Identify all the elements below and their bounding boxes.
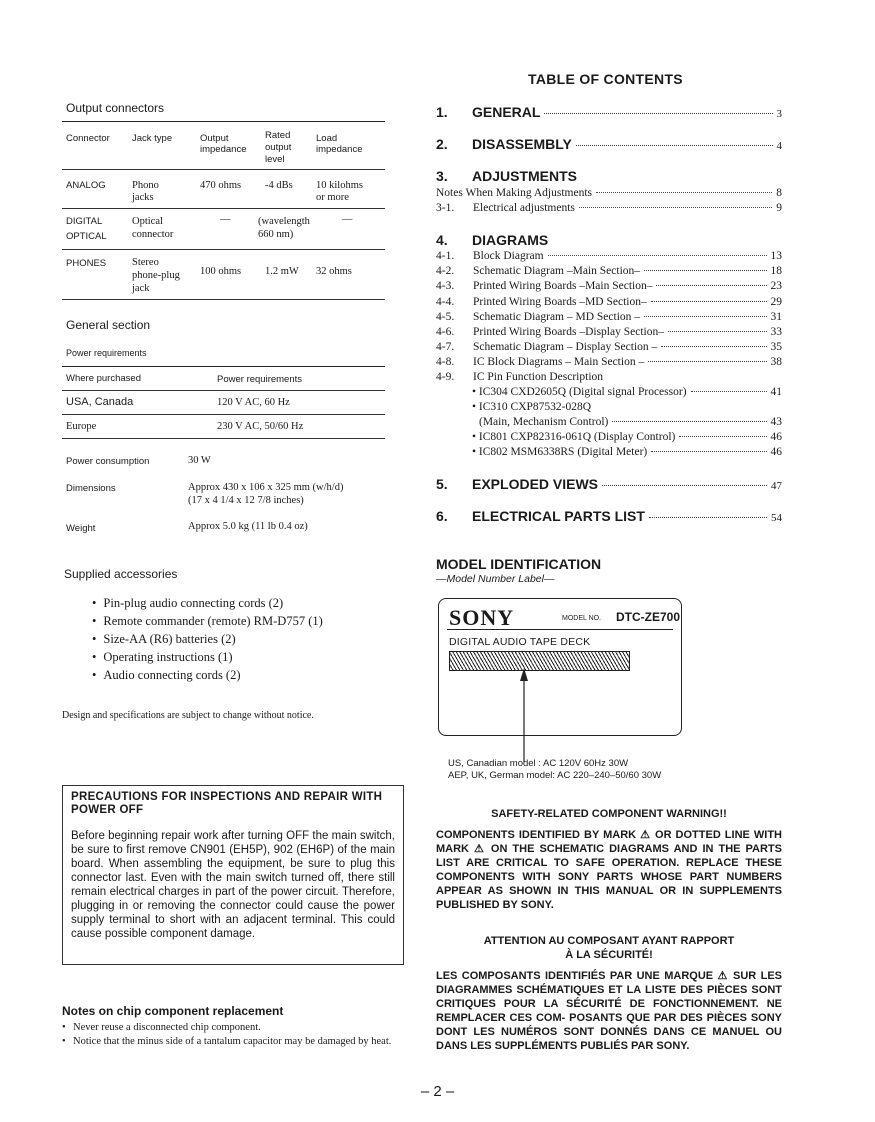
rated-digital-1: (wavelength bbox=[258, 216, 310, 227]
header-load-1: Load bbox=[316, 133, 338, 144]
toc-ic-item[interactable]: • IC310 CXP87532-028Q bbox=[472, 401, 592, 413]
output-connectors-title: Output connectors bbox=[66, 101, 165, 115]
dimensions-value-2: (17 x 4 1/4 x 12 7/8 inches) bbox=[188, 495, 304, 506]
jack-phones-2: phone-plug bbox=[132, 270, 180, 281]
jack-analog-1: Phono bbox=[132, 180, 159, 191]
load-digital: — bbox=[342, 214, 353, 225]
toc-item[interactable]: Notes When Making Adjustments 8 bbox=[436, 187, 782, 199]
toc-item[interactable]: 4-5. Schematic Diagram – MD Section – 31 bbox=[436, 311, 782, 323]
toc-item[interactable]: 3-1. Electrical adjustments 9 bbox=[436, 202, 782, 214]
load-phones: 32 ohms bbox=[316, 266, 352, 277]
accessories-title: Supplied accessories bbox=[64, 567, 178, 581]
model-no-value: DTC-ZE700 bbox=[616, 610, 681, 624]
toc-item[interactable]: 4-4. Printed Wiring Boards –MD Section– 29 bbox=[436, 296, 782, 308]
precautions-box bbox=[62, 785, 404, 965]
header-rated-3: level bbox=[265, 154, 285, 165]
row-rule bbox=[62, 299, 385, 300]
connector-digital-1: DIGITAL bbox=[66, 216, 103, 227]
header-rule bbox=[62, 169, 385, 170]
connector-analog: ANALOG bbox=[66, 180, 106, 191]
header-connector: Connector bbox=[66, 133, 110, 144]
list-item: • Never reuse a disconnected chip component. bbox=[62, 1022, 261, 1033]
list-item: • Notice that the minus side of a tantalum capacitor may be damaged by heat. bbox=[62, 1036, 392, 1047]
header-output-impedance-1: Output bbox=[200, 133, 229, 144]
precautions-title: PRECAUTIONS FOR INSPECTIONS AND REPAIR WITH POWER OFF bbox=[71, 791, 383, 816]
label-divider bbox=[447, 629, 673, 630]
toc-item[interactable]: 4-2. Schematic Diagram –Main Section– 18 bbox=[436, 265, 782, 277]
page-number: – 2 – bbox=[420, 1083, 455, 1100]
where-usa: USA, Canada bbox=[66, 396, 134, 408]
rated-analog: -4 dBs bbox=[265, 180, 293, 191]
spec-aep: AEP, UK, German model: AC 220–240–50/60 30W bbox=[448, 770, 662, 781]
toc-adjustments[interactable]: 3. ADJUSTMENTS bbox=[436, 168, 578, 184]
sony-logo: SONY bbox=[449, 605, 515, 630]
safety-title: SAFETY-RELATED COMPONENT WARNING!! bbox=[491, 808, 727, 820]
jack-phones-3: jack bbox=[132, 283, 150, 294]
toc-electrical-parts-list[interactable]: 6. ELECTRICAL PARTS LIST 54 bbox=[436, 508, 782, 524]
weight-value: Approx 5.0 kg (11 lb 0.4 oz) bbox=[188, 521, 308, 532]
toc-item[interactable]: 4-9. IC Pin Function Description bbox=[436, 371, 604, 383]
outimp-analog: 470 ohms bbox=[200, 180, 242, 191]
weight-label: Weight bbox=[66, 523, 96, 534]
toc-ic-item[interactable]: • IC802 MSM6338RS (Digital Meter) 46 bbox=[472, 446, 782, 458]
jack-analog-2: jacks bbox=[132, 192, 154, 203]
header-rated-1: Rated bbox=[265, 130, 291, 141]
toc-diagrams[interactable]: 4. DIAGRAMS bbox=[436, 232, 549, 248]
outimp-phones: 100 ohms bbox=[200, 266, 242, 277]
power-header-rule bbox=[62, 390, 385, 391]
power-row-rule bbox=[62, 438, 385, 439]
rated-digital-2: 660 nm) bbox=[258, 229, 294, 240]
toc-item[interactable]: 4-1. Block Diagram 13 bbox=[436, 250, 782, 262]
power-europe: 230 V AC, 50/60 Hz bbox=[217, 421, 304, 432]
header-jack-type: Jack type bbox=[132, 133, 173, 144]
toc-exploded-views[interactable]: 5. EXPLODED VIEWS 47 bbox=[436, 476, 782, 492]
rated-phones: 1.2 mW bbox=[265, 266, 299, 277]
jack-digital-1: Optical bbox=[132, 216, 163, 227]
outimp-digital: — bbox=[220, 214, 231, 225]
power-row-rule bbox=[62, 414, 385, 415]
row-rule bbox=[62, 249, 385, 250]
jack-phones-1: Stereo bbox=[132, 257, 159, 268]
row-rule bbox=[62, 208, 385, 209]
consumption-value: 30 W bbox=[188, 455, 211, 466]
spec-notice: Design and specifications are subject to change without notice. bbox=[62, 710, 314, 721]
list-item: • Operating instructions (1) bbox=[92, 648, 323, 666]
toc-ic-item[interactable]: • IC801 CXP82316-061Q (Display Control) 46 bbox=[472, 431, 782, 443]
power-table-top-rule bbox=[62, 366, 385, 367]
toc-item[interactable]: 4-8. IC Block Diagrams – Main Section – 38 bbox=[436, 356, 782, 368]
safety-body: COMPONENTS IDENTIFIED BY MARK ⚠ OR DOTTED LINE WITH MARK ⚠ ON THE SCHEMATIC DIAGRAMS AND IN THE PARTS LIST ARE CRITICAL TO SAFE OPERATION. REPLACE THESE COMPONENTS WITH SONY PARTS WHOSE PART NUMBERS APPEAR AS SHOWN IN THIS MANUAL OR IN SUPPLEMENTS PUBLISHED BY SONY. bbox=[436, 829, 782, 911]
toc-item[interactable]: 4-3. Printed Wiring Boards –Main Section– 23 bbox=[436, 280, 782, 292]
spec-us: US, Canadian model : AC 120V 60Hz 30W bbox=[448, 758, 629, 769]
chip-notes-list bbox=[62, 1021, 412, 1049]
list-item: • Size-AA (R6) batteries (2) bbox=[92, 630, 323, 648]
where-europe: Europe bbox=[66, 421, 97, 432]
model-id-title: MODEL IDENTIFICATION bbox=[436, 556, 602, 572]
jack-digital-2: connector bbox=[132, 229, 174, 240]
header-output-impedance-2: impedance bbox=[200, 144, 247, 155]
model-number-label bbox=[438, 598, 682, 736]
product-name: DIGITAL AUDIO TAPE DECK bbox=[449, 636, 591, 648]
where-purchased-header: Where purchased bbox=[66, 373, 141, 384]
fr-body: LES COMPOSANTS IDENTIFIÉS PAR UNE MARQUE ⚠ SUR LES DIAGRAMMES SCHÉMATIQUES ET LA LISTE DES PIÈCES SONT CRITIQUES POUR LA SÉCURITÉ DE FONCTIONNEMENT. NE REMPLACER CES COM- POSANTS QUE PAR DES PIÈCES SONY DONT LES NUMÉROS SONT DONNÉS DANS CE MANUEL OU DANS LES SUPPLÉMENTS PUBLIÉS PAR SONY. bbox=[436, 970, 782, 1052]
dimensions-label: Dimensions bbox=[66, 483, 116, 494]
power-req-header: Power requirements bbox=[217, 374, 303, 385]
chip-notes-title: Notes on chip component replacement bbox=[62, 1004, 284, 1018]
model-id-subtitle: —Model Number Label— bbox=[436, 573, 555, 585]
table-top-rule bbox=[62, 121, 385, 122]
toc-ic-item[interactable]: (Main, Mechanism Control) 43 bbox=[479, 416, 782, 428]
toc-ic-item[interactable]: • IC304 CXD2605Q (Digital signal Processor) 41 bbox=[472, 386, 782, 398]
accessories-list bbox=[92, 594, 323, 684]
power-usa: 120 V AC, 60 Hz bbox=[217, 397, 290, 408]
toc-disassembly[interactable]: 2. DISASSEMBLY 4 bbox=[436, 136, 782, 152]
consumption-label: Power consumption bbox=[66, 456, 150, 467]
toc-title: TABLE OF CONTENTS bbox=[528, 71, 683, 87]
power-req-label: Power requirements bbox=[66, 348, 147, 358]
serial-hatch-area bbox=[449, 651, 630, 671]
precautions-body: Before beginning repair work after turning OFF the main switch, be sure to first remove CN901 (EH5P), 902 (EH6P) of the main board. When assembling the equipment, be sure to plug this connector last. Even with the main switch turned off, there still remain electrical charges in part of the power circuit. Therefore, plugging in or removing the connector could cause the power supply terminal to short with an adjacent terminal. This could cause possible component damage. bbox=[71, 830, 395, 940]
fr-title-2: À LA SÉCURITÉ! bbox=[565, 949, 653, 961]
toc-item[interactable]: 4-6. Printed Wiring Boards –Display Section– 33 bbox=[436, 326, 782, 338]
list-item: • Pin-plug audio connecting cords (2) bbox=[92, 594, 323, 612]
toc-general[interactable]: 1. GENERAL 3 bbox=[436, 104, 782, 120]
general-section-title: General section bbox=[66, 318, 151, 332]
connector-phones: PHONES bbox=[66, 258, 107, 269]
load-analog-2: or more bbox=[316, 192, 349, 203]
fr-title-1: ATTENTION AU COMPOSANT AYANT RAPPORT bbox=[483, 935, 735, 947]
connector-digital-2: OPTICAL bbox=[66, 231, 107, 242]
toc-item[interactable]: 4-7. Schematic Diagram – Display Section – 35 bbox=[436, 341, 782, 353]
list-item: • Remote commander (remote) RM-D757 (1) bbox=[92, 612, 323, 630]
arrow-up-icon bbox=[516, 668, 532, 762]
load-analog-1: 10 kilohms bbox=[316, 180, 363, 191]
list-item: • Audio connecting cords (2) bbox=[92, 666, 323, 684]
dimensions-value-1: Approx 430 x 106 x 325 mm (w/h/d) bbox=[188, 482, 344, 493]
model-no-label: MODEL NO. bbox=[562, 615, 602, 622]
header-load-2: impedance bbox=[316, 144, 363, 155]
header-rated-2: output bbox=[265, 142, 292, 153]
